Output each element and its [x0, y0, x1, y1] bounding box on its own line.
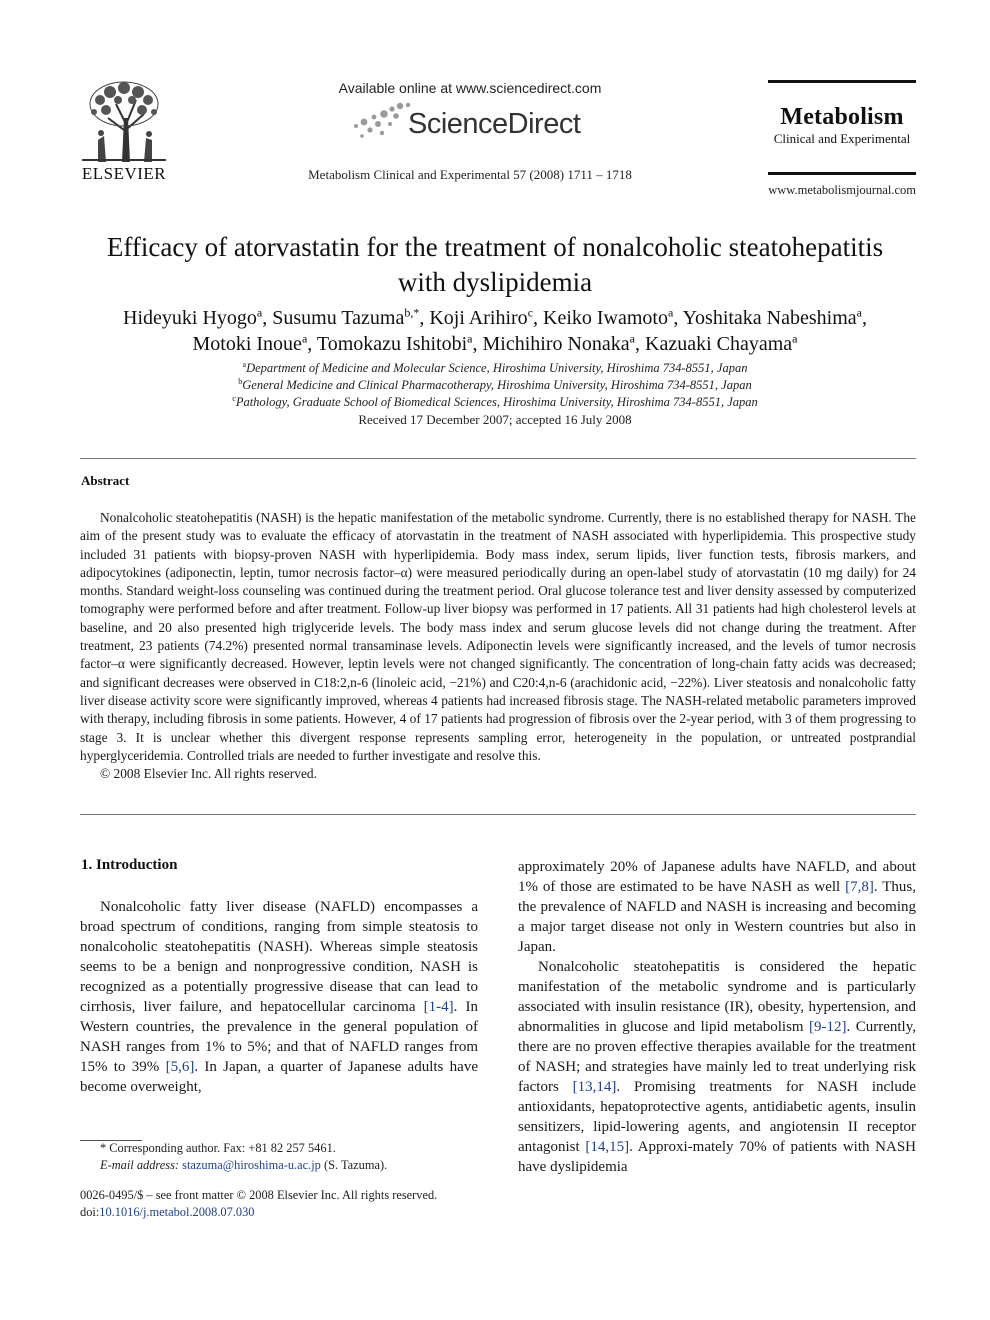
- author-name: Tomokazu Ishitobi: [316, 333, 468, 355]
- author-name: Susumu Tazuma: [272, 307, 405, 329]
- sciencedirect-logo[interactable]: [350, 100, 600, 144]
- affiliation: [60, 360, 930, 377]
- author-name: Motoki Inoue: [192, 333, 302, 355]
- journal-logo-top-rule: [768, 80, 916, 83]
- affiliation-text: General Medicine and Clinical Pharmacotherapy, Hiroshima University, Hiroshima 734-8551, Japan: [242, 378, 752, 392]
- divider: [80, 458, 916, 459]
- article-title-line: with dyslipidemia: [397, 267, 593, 297]
- author-affiliation-marker: b,*: [404, 305, 420, 320]
- email-label: E-mail address:: [100, 1158, 180, 1172]
- doi-label: doi:: [80, 1205, 100, 1219]
- affiliation: [60, 377, 930, 394]
- author-name: Keiko Iwamoto: [543, 307, 668, 329]
- email-suffix: (S. Tazuma).: [320, 1158, 388, 1172]
- doi-link[interactable]: 10.1016/j.metabol.2008.07.030: [99, 1205, 255, 1219]
- citation-link[interactable]: [14,15]: [585, 1139, 630, 1155]
- elsevier-tree-icon: [78, 78, 170, 162]
- author-affiliation-marker: a: [256, 305, 263, 320]
- citation-link[interactable]: [13,14]: [572, 1079, 617, 1095]
- paragraph: Nonalcoholic steatohepatitis is considered the hepatic manifestation of the metabolic syndrome and is particularly associated with insulin resistance (IR), obesity, hypertension, and abnormalities in glucose and lipid metabolism [9-12]. Currently, there are no proven effective therapies available for the treatment of NASH; and strategies have mainly led to treat underlying risk factors [13,14]. Promising treatments for NASH include antioxidants, hepatoprotective agents, antidiabetic agents, insulin sensitizers, lipid-lowering agents, and angiotensin II receptor antagonist [14,15]. Approxi-mately 70% of patients with NASH have dyslipidemia: [518, 959, 917, 1175]
- sciencedirect-wordmark: ScienceDirect: [408, 108, 581, 140]
- author-name: Hideyuki Hyogo: [123, 307, 257, 329]
- sciencedirect-dots-icon: [350, 100, 412, 142]
- author-list: [60, 305, 930, 357]
- author-name: Kazuaki Chayama: [645, 333, 793, 355]
- citation-link[interactable]: [7,8]: [845, 879, 874, 895]
- author-affiliation-marker: a: [301, 331, 308, 346]
- right-column: [518, 857, 916, 1177]
- author-affiliation-marker: a: [792, 331, 798, 346]
- affiliation-text: Department of Medicine and Molecular Science, Hiroshima University, Hiroshima 734-8551, Japan: [246, 361, 748, 375]
- author-affiliation-marker: a: [856, 305, 862, 320]
- paragraph: Nonalcoholic fatty liver disease (NAFLD) encompasses a broad spectrum of conditions, ranging from simple steatosis to nonalcoholic steatohepatitis (NASH). Whereas simple steatosis seems to be a benign and nonprogressive condition, NASH is recognized as a potentially progressive disease that can lead to cirrhosis, liver failure, and hepatocellular carcinoma [1-4]. In Western countries, the prevalence in the general population of NASH ranges from 1% to 5%; and that of NAFLD ranges from 15% to 39% [5,6]. In Japan, a quarter of Japanese adults have become overweight,: [80, 899, 478, 1095]
- author-line: Motoki Inoue$^a$, Tomokazu Ishitobi$^a$, Michihiro Nonaka$^a$, Kazuaki Chayama$^a$: [192, 331, 798, 355]
- journal-logo-title: Metabolism: [780, 104, 904, 130]
- affiliation: [60, 394, 930, 411]
- available-online-text: Available online at www.sciencedirect.com: [338, 80, 602, 96]
- citation-link[interactable]: [1-4]: [423, 999, 454, 1015]
- abstract-body: [80, 509, 916, 783]
- elsevier-logo: [78, 78, 170, 184]
- author-affiliation-marker: a: [668, 305, 674, 320]
- front-matter-note: 0026-0495/$ – see front matter © 2008 Elsevier Inc. All rights reserved.: [80, 1188, 438, 1202]
- affiliation-marker: b: [238, 376, 243, 386]
- divider: [80, 814, 916, 815]
- author-affiliation-marker: a: [467, 331, 473, 346]
- abstract-heading: Abstract: [81, 473, 130, 488]
- affiliation-marker: c: [232, 393, 236, 403]
- journal-logo-subtitle: Clinical and Experimental: [773, 131, 911, 146]
- elsevier-wordmark: ELSEVIER: [81, 164, 167, 183]
- author-line: Hideyuki Hyogo$^a$, Susumu Tazuma$^{b,*}$, Koji Arihiro$^c$, Keiko Iwamoto$^a$, Yoshitaka Nabeshima$^a$,: [123, 305, 867, 329]
- author-affiliation-marker: c: [527, 305, 534, 320]
- affiliation-list: [60, 360, 930, 411]
- journal-logo-bottom-rule: [768, 172, 916, 175]
- article-title: [60, 230, 930, 300]
- author-affiliation-marker: a: [629, 331, 635, 346]
- email-note: [80, 1157, 480, 1174]
- abstract-copyright: © 2008 Elsevier Inc. All rights reserved.: [100, 766, 317, 782]
- citation-link[interactable]: [9-12]: [809, 1019, 847, 1035]
- left-column: [80, 897, 478, 1097]
- section-heading-introduction: 1. Introduction: [81, 857, 178, 873]
- corresponding-author-note: * Corresponding author. Fax: +81 82 257 5461.: [100, 1141, 336, 1155]
- email-link[interactable]: stazuma@hiroshima-u.ac.jp: [182, 1158, 321, 1172]
- affiliation-text: Pathology, Graduate School of Biomedical Sciences, Hiroshima University, Hiroshima 734-8551, Japan: [235, 395, 758, 409]
- received-dates: Received 17 December 2007; accepted 16 July 2008: [358, 412, 632, 427]
- author-name: Michihiro Nonaka: [482, 333, 630, 355]
- author-name: Yoshitaka Nabeshima: [682, 307, 857, 329]
- paragraph: approximately 20% of Japanese adults have NAFLD, and about 1% of those are estimated to be have NASH as well [7,8]. Thus, the prevalence of NAFLD and NASH is increasing and becoming a major target disease not only in Western countries but also in Japan.: [518, 859, 917, 955]
- citation-link[interactable]: [5,6]: [165, 1059, 195, 1075]
- affiliation-marker: a: [242, 359, 247, 369]
- journal-citation: Metabolism Clinical and Experimental 57 (2008) 1711 – 1718: [308, 167, 632, 182]
- doi-note: [80, 1204, 480, 1221]
- article-title-line: Efficacy of atorvastatin for the treatment of nonalcoholic steatohepatitis: [106, 232, 884, 262]
- abstract-text: Nonalcoholic steatohepatitis (NASH) is the hepatic manifestation of the metabolic syndrome. Currently, there is no established therapy for NASH. The aim of the present study was to evaluate the efficacy of atorvastatin in the treatment of NASH associated with hyperlipidemia. This prospective study included 31 patients with biopsy-proven NASH with hyperlipidemia. Body mass index, serum lipids, liver function tests, fibrosis markers, and adipocytokines (adiponectin, leptin, tumor necrosis factor–α) were measured periodically during an open-label study of atorvastatin (10 mg daily) for 24 months. Standard weight-loss counseling was continued during the treatment period. Oral glucose tolerance test and liver density assessed by computerized tomography were performed before and after treatment. Follow-up liver biopsy was performed in 17 patients. All 31 patients had high cholesterol levels at baseline, and 20 also presented high triglyceride levels. The body mass index and serum glucose levels did not change during the treatment. After treatment, 23 patients (74.2%) presented normal transaminase levels. Adiponectin levels were significantly increased, and the levels of tumor necrosis factor–α were significantly decreased. However, leptin levels were not changed significantly. The concentration of long-chain fatty acids was decreased; and significant decreases were observed in C18:2,n-6 (linoleic acid, −21%) and C20:4,n-6 (arachidonic acid, −22%). Liver steatosis and nonalcoholic fatty liver disease activity score were significantly improved, whereas 4 patients had increased fibrosis stage. The NASH-related metabolic parameters improved with therapy, including fibrosis in some patients. However, 4 of 17 patients had progression of fibrosis over the 2-year period, with 3 of them progressing to stage 3. It is unclear whether this divergent response represents sampling error, heterogeneity in the population, or untreated postprandial hyperglyceridemia. Controlled trials are needed to further investigate and resolve this.: [80, 510, 916, 763]
- author-name: Koji Arihiro: [429, 307, 528, 329]
- journal-url-link[interactable]: www.metabolismjournal.com: [768, 183, 916, 197]
